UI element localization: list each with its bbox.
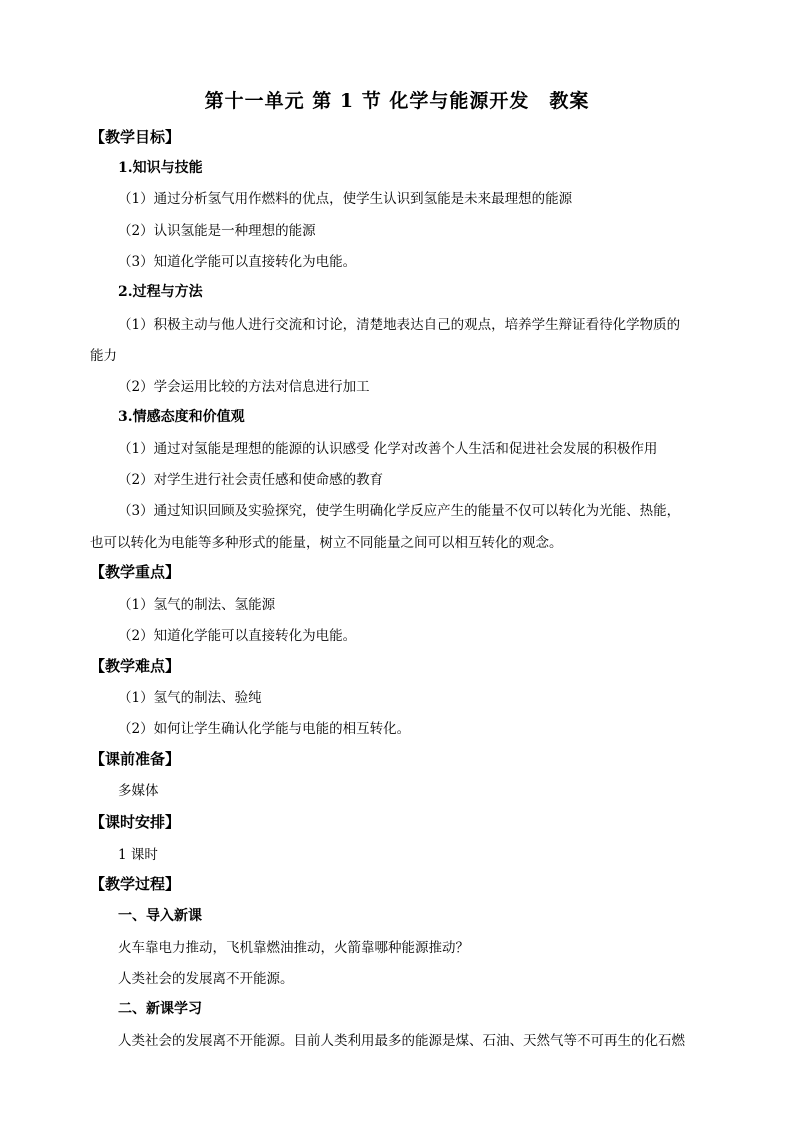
new-lesson-line-1: 人类社会的发展离不开能源。目前人类利用最多的能源是煤、石油、天然气等不可再生的化石燃 [118,1033,685,1049]
intro-title: 一、导入新课 [118,908,202,924]
new-lesson-title: 二、新课学习 [118,1001,202,1017]
preparation-text: 多媒体 [118,783,159,799]
emotion-item-3-line-1: （3）通过知识回顾及实验探究，使学生明确化学反应产生的能量不仅可以转化为光能、热能， [118,503,681,519]
knowledge-item-1: （1）通过分析氢气用作燃料的优点，使学生认识到氢能是未来最理想的能源 [118,191,573,207]
knowledge-item-3: （3）知道化学能可以直接转化为电能。 [118,254,357,270]
difficulty-1: （1）氢气的制法、验纯 [118,690,262,706]
intro-line-1: 火车靠电力推动，飞机靠燃油推动，火箭靠哪种能源推动？ [118,940,469,956]
emotion-item-3-line-2: 也可以转化为电能等多种形式的能量，树立不同能量之间可以相互转化的观念。 [90,535,563,551]
teaching-process-heading: 【教学过程】 [90,875,181,893]
emotion-item-1: （1）通过对氢能是理想的能源的认识感受 化学对改善个人生活和促进社会发展的积极作用 [118,441,658,457]
document-title: 第十一单元 第 1 节 化学与能源开发 教案 [204,90,590,112]
process-method-title: 2.过程与方法 [118,284,203,300]
intro-line-2: 人类社会的发展离不开能源。 [118,971,294,987]
schedule-text: 1 课时 [118,847,158,863]
preparation-heading: 【课前准备】 [90,750,181,768]
key-point-2: （2）知道化学能可以直接转化为电能。 [118,628,357,644]
emotion-item-2: （2）对学生进行社会责任感和使命感的教育 [118,472,384,488]
process-item-2: （2）学会运用比较的方法对信息进行加工 [118,379,370,395]
schedule-heading: 【课时安排】 [90,813,181,831]
process-item-1-line-1: （1）积极主动与他人进行交流和讨论，清楚地表达自己的观点，培养学生辩证看待化学物质的 [118,317,681,333]
key-points-heading: 【教学重点】 [90,563,181,581]
knowledge-item-2: （2）认识氢能是一种理想的能源 [118,223,316,239]
key-point-1: （1）氢气的制法、氢能源 [118,597,276,613]
objectives-heading: 【教学目标】 [90,128,181,146]
difficulty-2: （2）如何让学生确认化学能与电能的相互转化。 [118,721,411,737]
emotion-values-title: 3.情感态度和价值观 [118,409,245,425]
difficulties-heading: 【教学难点】 [90,657,181,675]
knowledge-skills-title: 1.知识与技能 [118,160,203,176]
process-item-1-line-2: 能力 [90,348,117,364]
